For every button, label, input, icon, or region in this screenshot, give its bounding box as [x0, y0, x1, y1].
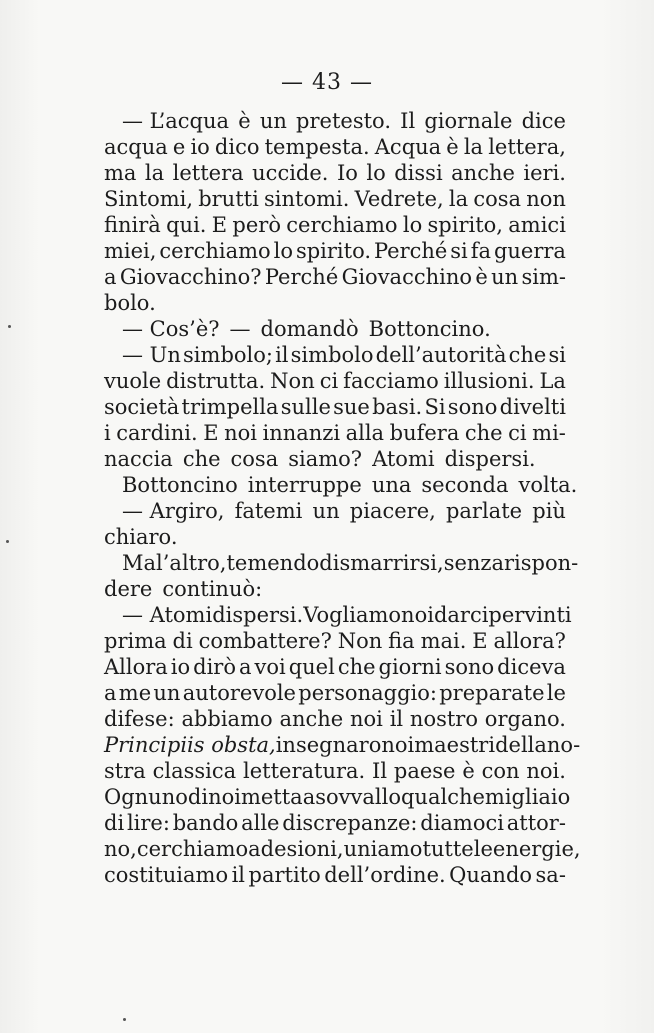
text-line — [104, 654, 566, 680]
word: Il — [400, 109, 416, 133]
word: tutte — [422, 837, 474, 861]
text-line — [104, 706, 566, 732]
text-line — [104, 576, 566, 602]
word: non — [526, 187, 566, 211]
word: le — [546, 681, 566, 705]
text-line — [104, 472, 578, 498]
word: che — [508, 343, 547, 367]
word: sulle — [280, 395, 331, 419]
text-line — [104, 342, 566, 368]
word: le — [473, 837, 493, 861]
word: divelti — [499, 395, 566, 419]
word: mi- — [532, 421, 566, 445]
word: rispon- — [504, 551, 579, 575]
word: cerchiamo — [159, 239, 271, 263]
word: distrutta. — [166, 369, 266, 393]
word: dispersi. — [444, 447, 536, 471]
word: società — [104, 395, 180, 419]
word: sa- — [535, 863, 566, 887]
word: vinti — [524, 603, 572, 627]
word: — Atomi — [122, 603, 213, 627]
word: costituiamo — [104, 863, 229, 887]
word: lettera, — [488, 135, 566, 159]
word: un — [259, 109, 287, 133]
word: senza — [443, 551, 505, 575]
text-line — [104, 238, 566, 264]
word: migliaio — [484, 785, 571, 809]
word: giorni — [378, 655, 442, 679]
word: di — [187, 785, 209, 809]
word: Perché — [373, 239, 448, 263]
word: noi — [401, 603, 434, 627]
word: cerchiamo — [286, 213, 398, 237]
word: domandò — [260, 317, 359, 341]
word: abbiamo — [181, 707, 273, 731]
word: paese — [393, 759, 456, 783]
text-line — [104, 446, 566, 472]
word: noi. — [526, 759, 566, 783]
word: cosa — [473, 187, 522, 211]
word: Perché — [264, 265, 339, 289]
word: lo — [402, 213, 423, 237]
word: giornale — [424, 109, 513, 133]
word: i — [104, 421, 111, 445]
word: più — [532, 499, 566, 523]
word: basi. — [372, 395, 423, 419]
word: illusioni. — [443, 369, 535, 393]
word: acqua — [104, 135, 168, 159]
word: dirò — [193, 655, 236, 679]
word: cerchiamo — [136, 837, 249, 861]
word: chiaro. — [104, 525, 178, 549]
word: di — [104, 811, 125, 835]
word: metta — [240, 785, 303, 809]
word: organo. — [484, 707, 566, 731]
word: no, — [104, 837, 137, 861]
word: Atomi — [372, 447, 435, 471]
text-line — [104, 498, 566, 524]
word: preparate — [439, 681, 545, 705]
word: maestri — [414, 733, 496, 757]
text-line — [104, 602, 572, 628]
print-speck — [8, 325, 11, 328]
page-number: — 43 — — [281, 70, 373, 95]
word: Giovacchino? — [119, 265, 262, 289]
word: Sintomi, — [104, 187, 194, 211]
word: smarrirsi, — [339, 551, 444, 575]
word: continuò: — [162, 577, 263, 601]
word: — — [229, 317, 251, 341]
word: stra — [104, 759, 146, 783]
word: Ma — [122, 551, 157, 575]
text-line — [104, 394, 566, 420]
word: adesioni, — [248, 837, 344, 861]
word: Acqua — [374, 135, 442, 159]
word: dell’autorità — [375, 343, 507, 367]
word: è — [446, 135, 459, 159]
print-speck — [6, 540, 9, 543]
word: cosa — [230, 447, 279, 471]
word: di — [172, 629, 193, 653]
text-line — [104, 212, 566, 238]
word: diamoci — [420, 811, 504, 835]
word: brutti — [198, 187, 259, 211]
word: miei, — [104, 239, 157, 263]
word: bufera — [389, 421, 460, 445]
word: un — [491, 265, 519, 289]
word: sovvallo — [315, 785, 401, 809]
text-line — [104, 680, 566, 706]
word: a — [104, 265, 117, 289]
word: bando — [172, 811, 239, 835]
word: ma — [104, 161, 137, 185]
word: diceva — [497, 655, 566, 679]
word: ieri. — [523, 161, 566, 185]
word: E — [203, 421, 219, 445]
word: il — [389, 707, 404, 731]
word: il — [231, 863, 246, 887]
word: fia — [388, 629, 415, 653]
word: noi — [350, 707, 383, 731]
word: voi — [254, 655, 286, 679]
word: un — [312, 499, 340, 523]
word: a — [302, 785, 316, 809]
word: sue — [333, 395, 370, 419]
word: innanzi — [262, 421, 341, 445]
text-line — [104, 290, 566, 316]
word: simbolo — [290, 343, 374, 367]
word: interruppe — [247, 473, 362, 497]
word: siamo? — [288, 447, 363, 471]
word: Principiis obsta, — [104, 733, 276, 757]
word: Non — [270, 369, 315, 393]
text-line — [104, 368, 566, 394]
word: amici — [508, 213, 566, 237]
word: simbolo; — [183, 343, 273, 367]
word: un — [153, 681, 181, 705]
text-line — [104, 264, 566, 290]
word: difese: — [104, 707, 175, 731]
word: darci — [433, 603, 489, 627]
word: ci — [319, 369, 339, 393]
word: sono — [444, 655, 495, 679]
word: a — [104, 681, 117, 705]
word: dere — [104, 577, 153, 601]
word: Si — [424, 395, 446, 419]
text-line — [104, 550, 579, 576]
word: Il — [372, 759, 388, 783]
word: Vedrete, — [354, 187, 444, 211]
word: — L’acqua — [122, 109, 230, 133]
body-text — [104, 108, 581, 888]
word: si — [548, 343, 566, 367]
word: lire: — [126, 811, 170, 835]
word: partito — [248, 863, 321, 887]
word: Bottoncino — [122, 473, 238, 497]
word: con — [481, 759, 520, 783]
word: spirito, — [427, 213, 503, 237]
word: io — [190, 135, 210, 159]
word: Ognuno — [104, 785, 188, 809]
word: prima — [104, 629, 167, 653]
word: Allora — [104, 655, 168, 679]
word: Io — [336, 161, 358, 185]
word: si — [450, 239, 468, 263]
word: temendo — [226, 551, 320, 575]
word: finirà — [104, 213, 161, 237]
word: fatemi — [234, 499, 303, 523]
word: il — [275, 343, 289, 367]
word: una — [371, 473, 412, 497]
text-line — [104, 134, 566, 160]
word: — Un — [122, 343, 181, 367]
word: è — [462, 759, 475, 783]
word: — Argiro, — [122, 499, 225, 523]
word: Bottoncino. — [368, 317, 491, 341]
text-line — [104, 784, 571, 810]
text-line — [104, 420, 566, 446]
text-line — [104, 108, 566, 134]
text-line — [104, 186, 566, 212]
word: i — [407, 733, 415, 757]
print-speck — [123, 1018, 126, 1021]
text-line — [104, 628, 566, 654]
word: bolo. — [104, 291, 156, 315]
word: allora? — [493, 629, 566, 653]
word: volta. — [518, 473, 578, 497]
word: personaggio: — [298, 681, 437, 705]
word: letteratura. — [243, 759, 366, 783]
word: Vogliamo — [303, 603, 402, 627]
word: a — [238, 655, 252, 679]
word: seconda — [421, 473, 509, 497]
word: lo — [366, 161, 386, 185]
word: mai. — [420, 629, 467, 653]
word: autorevole — [182, 681, 296, 705]
text-line — [104, 810, 566, 836]
word: l’altro, — [156, 551, 227, 575]
word: noi — [208, 785, 241, 809]
word: noi — [224, 421, 257, 445]
word: naccia — [104, 447, 173, 471]
word: uccide. — [252, 161, 329, 185]
text-line — [104, 758, 566, 784]
word: anche — [451, 161, 515, 185]
word: quel — [288, 655, 335, 679]
word: della — [495, 733, 547, 757]
word: anche — [279, 707, 344, 731]
word: alla — [345, 421, 385, 445]
text-line — [104, 316, 566, 342]
word: però — [232, 213, 281, 237]
word: piacere, — [349, 499, 436, 523]
word: dell’ordine. — [324, 863, 446, 887]
word: e — [172, 135, 186, 159]
word: la — [463, 135, 484, 159]
word: Giovacchino — [341, 265, 473, 289]
word: Non — [337, 629, 383, 653]
word: combattere? — [198, 629, 332, 653]
word: che — [337, 655, 376, 679]
word: insegnarono — [275, 733, 408, 757]
word: che — [464, 421, 503, 445]
word: dispersi. — [212, 603, 304, 627]
word: lo — [273, 239, 293, 263]
word: sintomi. — [264, 187, 350, 211]
word: energie, — [492, 837, 581, 861]
word: di — [319, 551, 340, 575]
text-line — [104, 732, 581, 758]
word: qualche — [400, 785, 485, 809]
word: alle — [241, 811, 280, 835]
word: dissi — [394, 161, 443, 185]
word: me — [118, 681, 152, 705]
word: sono — [447, 395, 498, 419]
word: classica — [152, 759, 237, 783]
word: facciamo — [343, 369, 439, 393]
word: è — [475, 265, 488, 289]
word: per — [488, 603, 525, 627]
word: fa — [470, 239, 492, 263]
word: — Cos’è? — [122, 317, 220, 341]
word: la — [448, 187, 469, 211]
word: ci — [508, 421, 527, 445]
word: dico — [214, 135, 260, 159]
word: guerra — [493, 239, 566, 263]
word: lettera — [172, 161, 244, 185]
text-line — [104, 862, 566, 888]
word: Quando — [449, 863, 533, 887]
word: no- — [546, 733, 581, 757]
word: spirito. — [295, 239, 372, 263]
word: cardini. — [116, 421, 198, 445]
word: uniamo — [343, 837, 423, 861]
word: che — [182, 447, 221, 471]
text-line — [104, 836, 581, 862]
word: è — [238, 109, 251, 133]
word: nostro — [409, 707, 478, 731]
word: la — [144, 161, 165, 185]
word: io — [170, 655, 191, 679]
word: attor- — [506, 811, 566, 835]
word: discrepanze: — [282, 811, 418, 835]
text-line — [104, 160, 566, 186]
word: pretesto. — [296, 109, 391, 133]
word: dice — [521, 109, 566, 133]
word: La — [539, 369, 566, 393]
word: E — [472, 629, 488, 653]
word: E — [211, 213, 228, 237]
word: sim- — [521, 265, 566, 289]
text-line — [104, 524, 566, 550]
word: tempesta. — [264, 135, 370, 159]
word: parlate — [445, 499, 523, 523]
word: vuole — [104, 369, 162, 393]
word: trimpella — [181, 395, 279, 419]
word: qui. — [166, 213, 207, 237]
